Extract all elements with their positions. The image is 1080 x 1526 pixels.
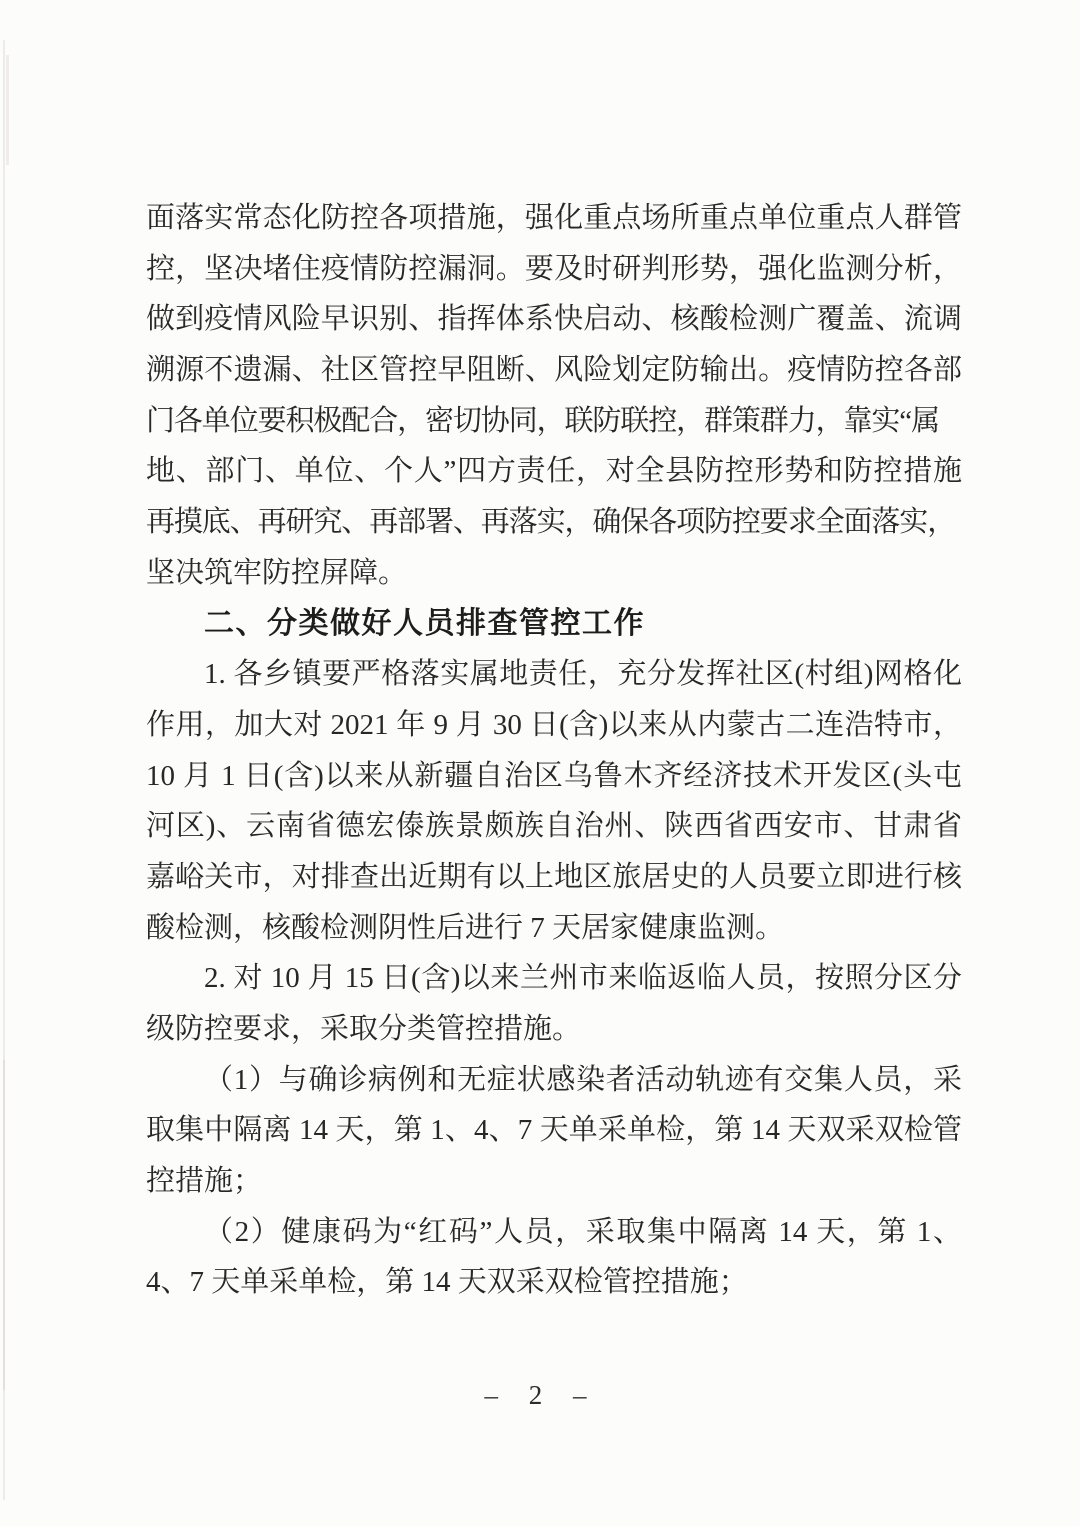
item-2-line: 4、7 天单采单检，第 14 天双采双检管控措施； bbox=[146, 1266, 748, 1299]
paragraph-2-line: 2. 对 10 月 15 日(含)以来兰州市来临返临人员，按照分区分 bbox=[204, 962, 962, 995]
continuation-line: 面落实常态化防控各项措施，强化重点场所重点单位重点人群管 bbox=[146, 202, 962, 234]
paragraph-1-line: 河区)、云南省德宏傣族景颇族自治州、陕西省西安市、甘肃省 bbox=[146, 810, 962, 843]
item-1-line: （1）与确诊病例和无症状感染者活动轨迹有交集人员，采 bbox=[204, 1063, 962, 1096]
paragraph-1-line: 嘉峪关市，对排查出近期有以上地区旅居史的人员要立即进行核 bbox=[146, 860, 962, 893]
page-number: – 2 – bbox=[484, 1380, 596, 1410]
paragraph-1-line: 作用，加大对 2021 年 9 月 30 日(含)以来从内蒙古二连浩特市， bbox=[146, 708, 962, 741]
item-2-line: （2）健康码为“红码”人员，采取集中隔离 14 天，第 1、 bbox=[204, 1215, 962, 1248]
scan-edge-artifact-dark bbox=[3, 1060, 5, 1390]
continuation-line: 溯源不遗漏、社区管控早阻断、风险划定防输出。疫情防控各部 bbox=[146, 354, 962, 387]
continuation-line: 做到疫情风险早识别、指挥体系快启动、核酸检测广覆盖、流调 bbox=[146, 303, 962, 336]
scan-smudge-artifact bbox=[6, 55, 9, 165]
paragraph-1-line: 10 月 1 日(含)以来从新疆自治区乌鲁木齐经济技术开发区(头屯 bbox=[146, 759, 962, 792]
continuation-line: 控，坚决堵住疫情防控漏洞。要及时研判形势，强化监测分析， bbox=[146, 252, 962, 285]
continuation-line: 再摸底、再研究、再部署、再落实，确保各项防控要求全面落实， bbox=[146, 506, 956, 539]
section-2-heading: 二、分类做好人员排查管控工作 bbox=[204, 606, 645, 640]
continuation-line: 地、部门、单位、个人”四方责任，对全县防控形势和防控措施 bbox=[146, 455, 962, 488]
paragraph-2-line: 级防控要求，采取分类管控措施。 bbox=[146, 1013, 582, 1045]
paragraph-1-line: 1. 各乡镇要严格落实属地责任，充分发挥社区(村组)网格化 bbox=[204, 658, 962, 691]
item-1-line: 取集中隔离 14 天，第 1、4、7 天单采单检，第 14 天双采双检管 bbox=[146, 1114, 962, 1147]
item-1-line: 控措施； bbox=[146, 1165, 263, 1198]
document-body bbox=[146, 193, 962, 1308]
paragraph-1-line: 酸检测，核酸检测阴性后进行 7 天居家健康监测。 bbox=[146, 911, 785, 944]
continuation-line: 坚决筑牢防控屏障。 bbox=[146, 556, 408, 589]
continuation-line: 门各单位要积极配合，密切协同，联防联控，群策群力，靠实“属 bbox=[146, 404, 939, 437]
